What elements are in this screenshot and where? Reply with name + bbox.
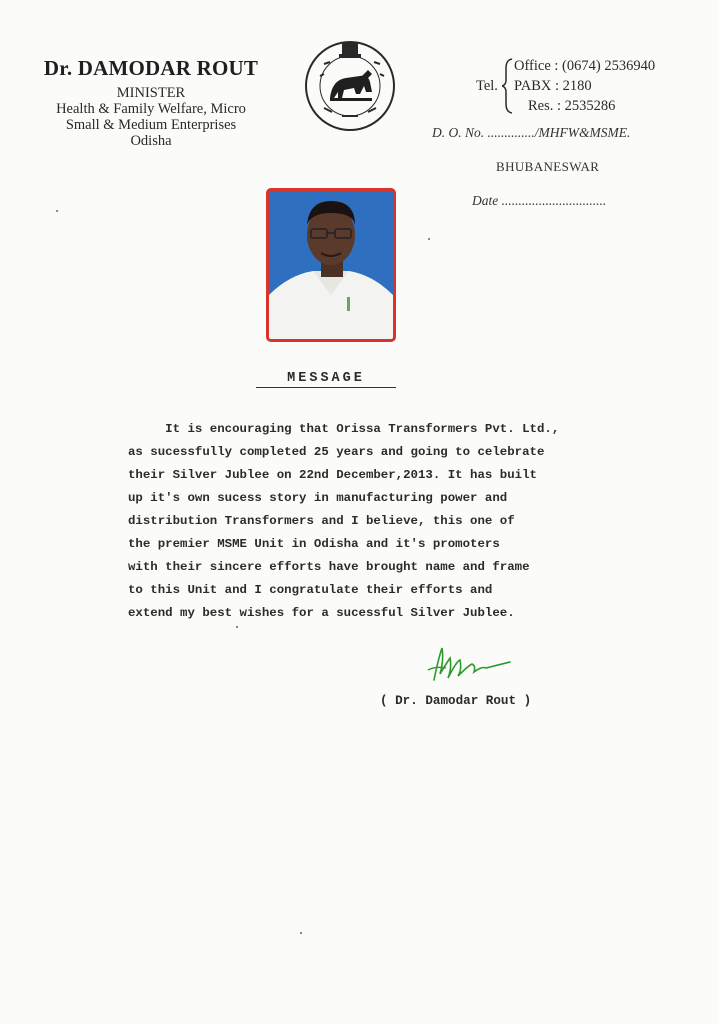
message-body	[128, 418, 608, 625]
handwritten-signature	[424, 640, 520, 690]
paper-speck	[428, 238, 430, 240]
letterhead-sender	[20, 56, 282, 149]
message-line: the premier MSME Unit in Odisha and it's promoters	[128, 537, 500, 551]
message-line: up it's own sucess story in manufacturing power and	[128, 491, 508, 505]
paper-speck	[56, 210, 58, 212]
odisha-state-emblem-icon	[302, 36, 398, 132]
department-line-2: Small & Medium Enterprises	[65, 117, 237, 133]
message-line: It is encouraging that Orissa Transformers Pvt. Ltd.,	[128, 422, 560, 436]
minister-photo	[266, 188, 396, 342]
signatory-name: ( Dr. Damodar Rout )	[380, 694, 532, 708]
minister-name: Dr. DAMODAR ROUT	[43, 56, 259, 80]
minister-title: MINISTER	[116, 85, 186, 101]
paper-speck	[300, 932, 302, 934]
message-line: distribution Transformers and I believe, this one of	[128, 514, 515, 528]
paper-speck	[236, 626, 238, 628]
pabx-phone: PABX : 2180	[514, 78, 592, 94]
residence-phone: Res. : 2535286	[528, 98, 616, 114]
message-line: their Silver Jublee on 22nd December,2013. It has built	[128, 468, 537, 482]
tel-label: Tel.	[476, 78, 498, 94]
message-line: to this Unit and I congratulate their efforts and	[128, 583, 493, 597]
message-title: MESSAGE	[256, 371, 396, 388]
department-line-1: Health & Family Welfare, Micro	[56, 101, 246, 117]
message-line: extend my best wishes for a sucessful Silver Jublee.	[128, 606, 515, 620]
do-number-line: D. O. No. ............../MHFW&MSME.	[432, 125, 631, 140]
message-line: with their sincere efforts have brought name and frame	[128, 560, 530, 574]
message-line: as sucessfully completed 25 years and going to celebrate	[128, 445, 545, 459]
brace-icon	[502, 58, 514, 114]
date-line: Date ...............................	[472, 193, 607, 208]
office-phone: Office : (0674) 2536940	[514, 58, 656, 74]
city-name: BHUBANESWAR	[496, 159, 600, 174]
state-name: Odisha	[130, 133, 172, 149]
